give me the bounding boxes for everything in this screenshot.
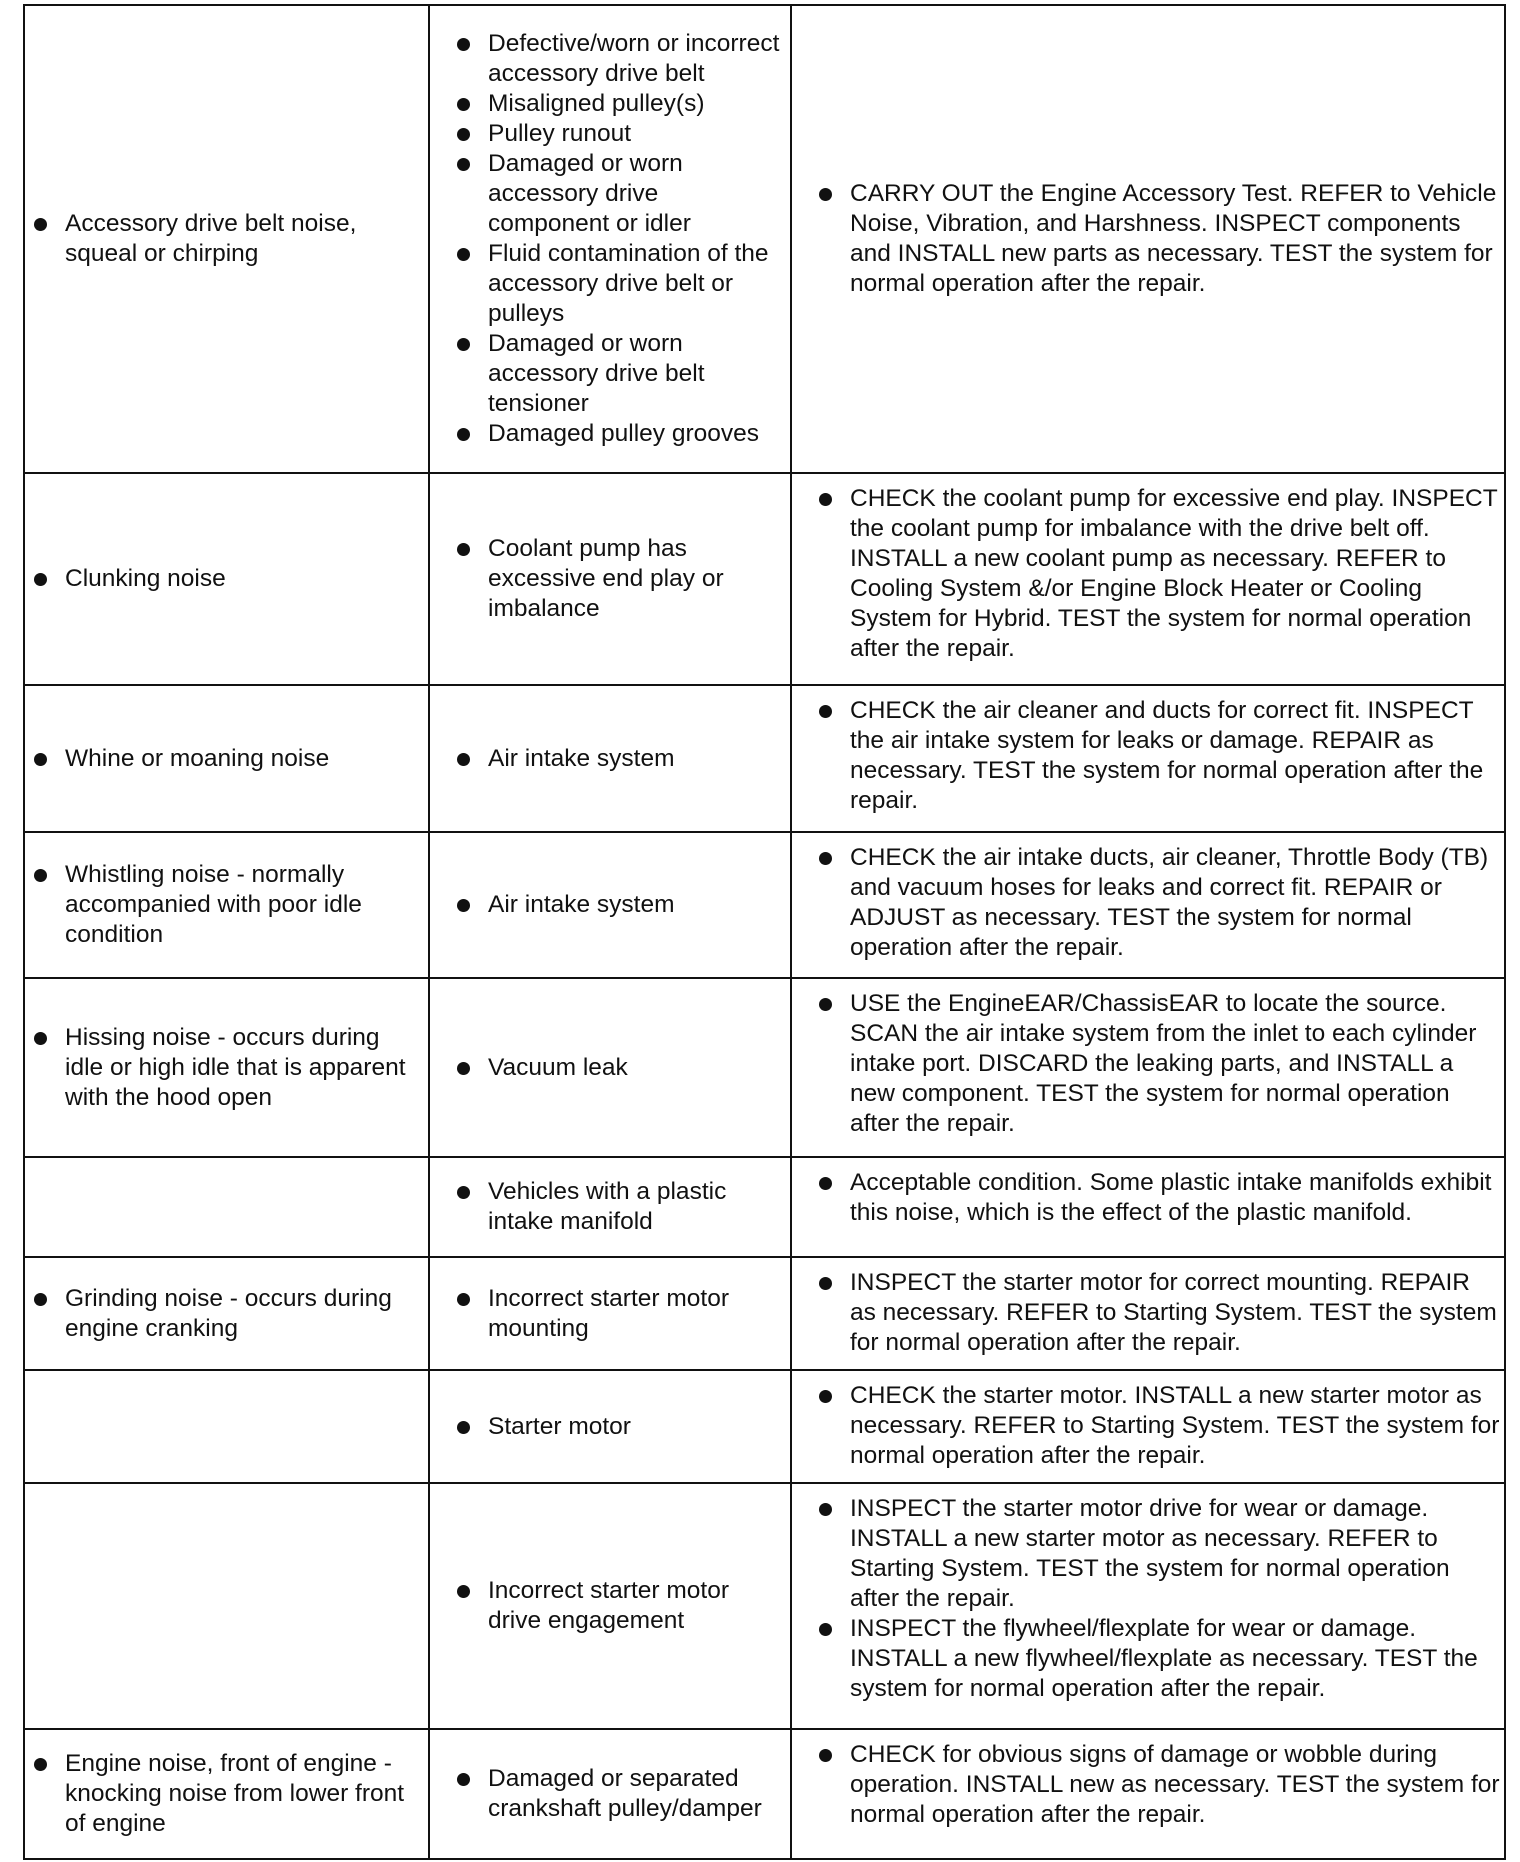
- condition-cell: [24, 1257, 429, 1370]
- cause-cell: [429, 1257, 791, 1370]
- table-row: [24, 1157, 1505, 1257]
- condition-item: Clunking noise: [65, 564, 420, 594]
- condition-list: [65, 744, 420, 774]
- condition-list: [65, 1284, 420, 1344]
- table-row: [24, 5, 1505, 473]
- cause-item: Damaged or separated crankshaft pulley/damper: [488, 1764, 782, 1824]
- cause-item: Incorrect starter motor drive engagement: [488, 1576, 782, 1636]
- action-cell: [791, 1729, 1505, 1859]
- action-item: Acceptable condition. Some plastic intake manifolds exhibit this noise, which is the effect of the plastic manifold.: [850, 1168, 1500, 1228]
- condition-item: Engine noise, front of engine - knocking noise from lower front of engine: [65, 1749, 420, 1839]
- cause-list: [488, 744, 782, 774]
- cause-list: [488, 1576, 782, 1636]
- cause-list: [488, 890, 782, 920]
- condition-item: Grinding noise - occurs during engine cranking: [65, 1284, 420, 1344]
- action-item: CARRY OUT the Engine Accessory Test. REFER to Vehicle Noise, Vibration, and Harshness. INSPECT components and INSTALL new parts as necessary. TEST the system for normal operation after the repair.: [850, 179, 1500, 299]
- condition-cell: [24, 1483, 429, 1729]
- table-row: [24, 832, 1505, 978]
- action-list: [850, 179, 1500, 299]
- action-item: CHECK the air intake ducts, air cleaner, Throttle Body (TB) and vacuum hoses for leaks and correct fit. REPAIR or ADJUST as necessary. TEST the system for normal operation after the repair.: [850, 843, 1500, 963]
- table-row: [24, 1257, 1505, 1370]
- action-list: [850, 1168, 1500, 1228]
- action-list: [850, 1740, 1500, 1830]
- condition-list: [65, 1749, 420, 1839]
- cause-item: Air intake system: [488, 890, 782, 920]
- table-row: [24, 1483, 1505, 1729]
- cause-item: Damaged pulley grooves: [488, 419, 782, 449]
- action-cell: [791, 1157, 1505, 1257]
- cause-list: [488, 1053, 782, 1083]
- action-item: CHECK for obvious signs of damage or wobble during operation. INSTALL new as necessary. TEST the system for normal operation after the repair.: [850, 1741, 1500, 1829]
- cause-list: [488, 1764, 782, 1824]
- action-list: [850, 696, 1500, 816]
- condition-list: [65, 209, 420, 269]
- cause-cell: [429, 1483, 791, 1729]
- action-list: [850, 484, 1500, 664]
- action-list: [850, 1494, 1500, 1704]
- cause-cell: [429, 832, 791, 978]
- condition-list: [65, 1023, 420, 1113]
- cause-list: [488, 1284, 782, 1344]
- cause-item: Defective/worn or incorrect accessory drive belt: [488, 29, 782, 89]
- condition-item: Hissing noise - occurs during idle or high idle that is apparent with the hood open: [65, 1023, 420, 1113]
- action-cell: [791, 685, 1505, 831]
- table-row: [24, 978, 1505, 1158]
- action-list: [850, 1268, 1500, 1358]
- cause-item: Pulley runout: [488, 119, 782, 149]
- action-cell: [791, 473, 1505, 686]
- cause-cell: [429, 1370, 791, 1483]
- action-cell: [791, 5, 1505, 473]
- action-item: INSPECT the starter motor drive for wear or damage. INSTALL a new starter motor as necessary. REFER to Starting System. TEST the system for normal operation after the repair.: [850, 1494, 1500, 1614]
- condition-list: [65, 564, 420, 594]
- action-cell: [791, 978, 1505, 1158]
- cause-item: Coolant pump has excessive end play or imbalance: [488, 534, 782, 624]
- action-list: [850, 1381, 1500, 1471]
- cause-cell: [429, 5, 791, 473]
- cause-cell: [429, 1729, 791, 1859]
- condition-cell: [24, 5, 429, 473]
- cause-item: Damaged or worn accessory drive belt tensioner: [488, 329, 782, 419]
- condition-cell: [24, 1729, 429, 1859]
- cause-list: [488, 534, 782, 624]
- action-list: [850, 989, 1500, 1139]
- condition-item: Whistling noise - normally accompanied with poor idle condition: [65, 860, 420, 950]
- action-item: INSPECT the flywheel/flexplate for wear or damage. INSTALL a new flywheel/flexplate as necessary. TEST the system for normal operation after the repair.: [850, 1614, 1500, 1704]
- condition-cell: [24, 978, 429, 1158]
- table-row: [24, 685, 1505, 831]
- table-row: [24, 1370, 1505, 1483]
- condition-item: Accessory drive belt noise, squeal or chirping: [65, 209, 420, 269]
- table-row: [24, 473, 1505, 686]
- cause-item: Misaligned pulley(s): [488, 89, 782, 119]
- action-cell: [791, 832, 1505, 978]
- action-item: CHECK the air cleaner and ducts for correct fit. INSPECT the air intake system for leaks or damage. REPAIR as necessary. TEST the system for normal operation after the repair.: [850, 696, 1500, 816]
- cause-cell: [429, 1157, 791, 1257]
- table-row: [24, 1729, 1505, 1859]
- action-cell: [791, 1483, 1505, 1729]
- cause-cell: [429, 473, 791, 686]
- cause-item: Damaged or worn accessory drive component or idler: [488, 149, 782, 239]
- condition-cell: [24, 1157, 429, 1257]
- diagnosis-table: [23, 4, 1506, 1860]
- condition-item: Whine or moaning noise: [65, 744, 420, 774]
- condition-cell: [24, 473, 429, 686]
- diagnosis-table-body: [24, 5, 1505, 1859]
- action-item: INSPECT the starter motor for correct mounting. REPAIR as necessary. REFER to Starting System. TEST the system for normal operation after the repair.: [850, 1268, 1500, 1358]
- action-item: CHECK the coolant pump for excessive end play. INSPECT the coolant pump for imbalance with the drive belt off. INSTALL a new coolant pump as necessary. REFER to Cooling System &/or Engine Block Heater or Cooling System for Hybrid. TEST the system for normal operation after the repair.: [850, 484, 1500, 664]
- condition-cell: [24, 685, 429, 831]
- condition-list: [65, 860, 420, 950]
- cause-item: Air intake system: [488, 744, 782, 774]
- cause-item: Starter motor: [488, 1412, 782, 1442]
- cause-list: [488, 1177, 782, 1237]
- condition-cell: [24, 832, 429, 978]
- cause-item: Vehicles with a plastic intake manifold: [488, 1177, 782, 1237]
- action-cell: [791, 1257, 1505, 1370]
- cause-cell: [429, 685, 791, 831]
- condition-cell: [24, 1370, 429, 1483]
- action-cell: [791, 1370, 1505, 1483]
- cause-list: [488, 1412, 782, 1442]
- cause-item: Vacuum leak: [488, 1053, 782, 1083]
- action-list: [850, 843, 1500, 963]
- cause-item: Incorrect starter motor mounting: [488, 1284, 782, 1344]
- cause-cell: [429, 978, 791, 1158]
- cause-list: [488, 29, 782, 449]
- action-item: CHECK the starter motor. INSTALL a new starter motor as necessary. REFER to Starting System. TEST the system for normal operation after the repair.: [850, 1382, 1500, 1470]
- cause-item: Fluid contamination of the accessory drive belt or pulleys: [488, 239, 782, 329]
- action-item: USE the EngineEAR/ChassisEAR to locate the source. SCAN the air intake system from the inlet to each cylinder intake port. DISCARD the leaking parts, and INSTALL a new component. TEST the system for normal operation after the repair.: [850, 989, 1500, 1139]
